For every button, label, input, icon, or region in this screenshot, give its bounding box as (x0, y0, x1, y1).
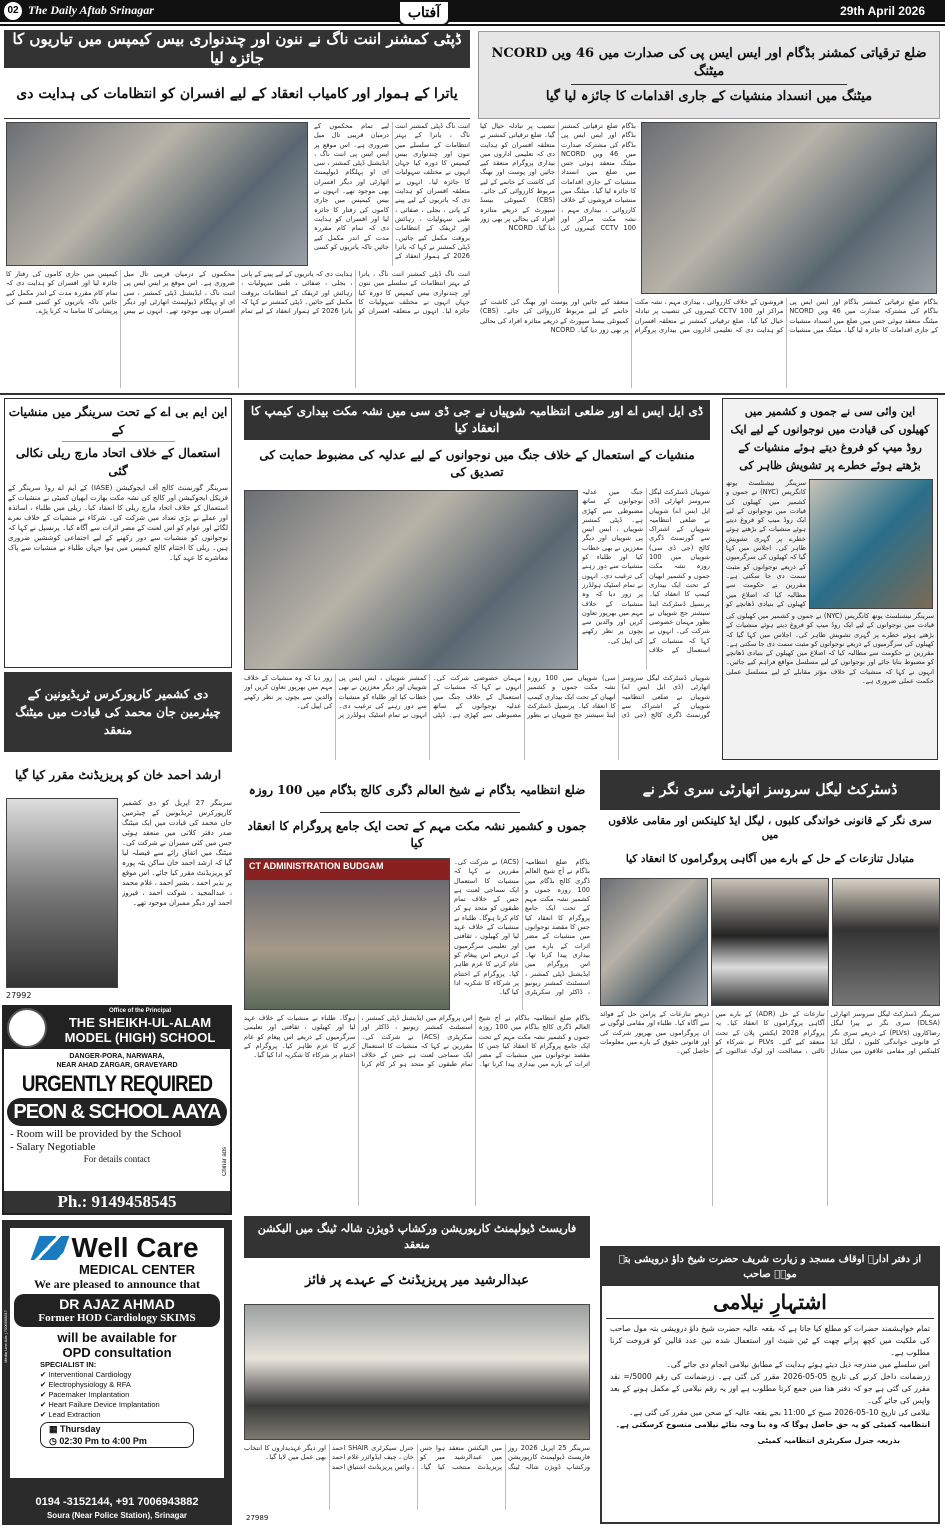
story9-subheadline: عبدالرشید میر پریزیڈنٹ کے عہدے پر فائز (305, 1273, 529, 1288)
story6-subheadline: ارشد احمد خان کو پریزیڈنٹ مقرر کیا گیا (14, 767, 222, 782)
doctor-name: DR AJAZ AHMAD (59, 1296, 175, 1312)
doctor-title: Former HOD Cardiology SKIMS (38, 1312, 196, 1324)
school-ad (2, 1005, 232, 1215)
story7-body-b: بڈگام ضلع انتظامیہ بڈگام نے آج شیخ العالم ڈگری کالج بڈگام میں 100 روزہ جموں و کشمیر نشہ مکت مہم کے تحت ایک جامع پروگرام کا انعقاد کیا جس کا مقصد نوجوانوں میں منشیات کے مضر اثرات کے بارے میں بیداری پیدا کرنا تھا۔ اس پروگرام میں ایڈیشنل ڈپٹی کمشنر ، اسسٹنٹ کمشنر ریونیو ، ڈاکٹر اور سکریٹری (ACS) نے شرکت کی۔ مقررین نے کہا کہ منشیات کا استعمال ایک سماجی لعنت ہے جس کے خلاف تمام طبقوں کو متحد ہو کر کام کرنا ہوگا۔ طلباء نے منشیات کے خلاف عہد لیا اور کھیلوں ، ثقافتی اور تعلیمی سرگرمیوں کے ذریعے اس پیغام کو عام کرنے کا عزم ظاہر کیا۔ پروگرام کے اختتام پر شرکاء کا شکریہ ادا کیا گیا۔ (244, 1014, 590, 1069)
specialty-item: ✔ Interventional Cardiology (40, 1370, 132, 1379)
story9-headline: فاریسٹ ڈیولپمنٹ کارپوریشن ورکشاپ ڈویژن شالہ ٹینگ میں الیکشن منعقد (244, 1216, 590, 1258)
clinic-brand: Well Care (71, 1232, 199, 1263)
posts-banner: PEON & SCHOOL AAYA (7, 1098, 227, 1126)
story7-headline: ضلع انتظامیہ بڈگام نے شیخ العالم ڈگری کالج بڈگام میں 100 روزہ (248, 782, 586, 797)
story8-headline: ڈسٹرکٹ لیگل سروسز اتھارٹی سری نگر نے (600, 770, 940, 810)
notice-line: زرضمانت داخل کرنے کی تاریخ 05-05-2026 مقرر کی گئی ہے۔ زرضمانت کی رقم 5000/= نقد مقرر کی گئی ہے جو کہ دفتر ھذا میں جمع کرنا مطلوب ہے اور یہ رقم نیلامی کے مکمل ہونے کے بعد واپس کی جائے گی۔ (610, 1372, 931, 1405)
schedule-day: ▦ Thursday (49, 1424, 101, 1434)
school-name-2: MODEL (HIGH) SCHOOL (64, 1030, 216, 1045)
story3-box (4, 398, 232, 668)
story2-subheadline: میٹنگ میں انسداد منشیات کے جاری اقدامات کا جائزہ لیا گیا (545, 88, 873, 104)
story7-photo (244, 858, 450, 1010)
story6-ref: 27992 (6, 991, 32, 1000)
story9-body: سرینگر 25 اپریل 2026 روز فاریسٹ ڈیولپمنٹ کارپوریشن ورکشاپ ڈویژن شالہ ٹینگ میں الیکشن منعقد ہوا جس میں عبدالرشید میر کو پریزیڈنٹ منتخب کیا گیا۔ جنرل سیکرٹری SHAIR احمد خان ، چیف ایڈوائزر غلام احمد ، وائس پریزیڈنٹ اشتیاق احمد اور دیگر عہدیداروں کا انتخاب بھی عمل میں لایا گیا۔ (244, 1444, 590, 1471)
school-emblem-icon (7, 1008, 47, 1048)
notice-line: تمام خواہشمند حضرات کو مطلع کیا جاتا ہے کہ بقعہ عالیہ حضرت شیخ داؤ درویشی بتہ مول صاحب کی ملکیت میں کچھ پرانے چھت کے ٹین شیٹ اور استعمال شدہ تین عدد قالین کو فروخت کرنا مطلوب ہے۔ (610, 1324, 930, 1357)
story7-subheadline: جموں و کشمیر نشہ مکت مہم کے تحت ایک جامع پروگرام کا انعقاد کیا (247, 819, 587, 850)
story2-headline-box (478, 31, 940, 119)
school-note-1: - Room will be provided by the School (10, 1128, 182, 1140)
story4-headline: ڈی ایل ایس اے اور ضلعی انتظامیہ شوپیاں نے جی ڈی سی میں نشہ مکت بیداری کیمپ کا انعقاد کیا (244, 400, 710, 440)
school-note-2: - Salary Negotiable (10, 1141, 96, 1153)
story5-body-b: سرینگر نیشنلسٹ یوتھ کانگریس (NYC) نے جموں و کشمیر میں کھیلوں کی قیادت میں نوجوانوں کے لیے ایک روڈ میپ کو فروغ دیتے ہوئے منشیات کے بڑھتے ہوئے خطرے پر گہری تشویش ظاہر کی۔ اجلاس میں کہا گیا کہ کھیلوں کی سرگرمیوں کے ذریعے نوجوانوں کو مثبت سمت دی جا سکتی ہے۔ مقررین نے حکومت سے مطالبہ کیا کہ اضلاع میں کھیلوں کے بنیادی ڈھانچے کو مضبوط بنایا جائے اور نوجوانوں کے لیے مسلسل مواقع فراہم کیے جائیں۔ انہوں نے کہا کہ منشیات کے خلاف مؤثر مقابلے کے لیے مسلسل عملی حکمت عملی ضروری ہے۔ (726, 612, 934, 686)
story1-subheadline: یاترا کے ہموار اور کامیاب انعقاد کے لیے افسران کو انتظامات کی ہدایت دی (16, 86, 458, 102)
story9-ref: 27989 (246, 1514, 269, 1522)
story5-headline: این وائی سی نے جموں و کشمیر میں کھیلوں کی قیادت میں نوجوانوں کے لیے ایک روڈ میپ کو فروغ دیتے ہوئے منشیات کے بڑھتے ہوئے خطرے پر تشویش ظاہر کی (730, 405, 930, 472)
story3-body: سرینگر گورنمنٹ کالج آف ایجوکیشن (IASE) کے ایم اے روڈ سرینگر کے فزیکل ایجوکیشن اور کالج کی نشہ مکت بھارت ابھیان کمیٹی نے منشیات کے استعمال کے خلاف اتحاد مارچ ریلی کا انعقاد کیا۔ ریلی میں طلباء ، اساتذہ اور عملے نے بڑی تعداد میں شرکت کی۔ شرکاء نے منشیات کے خلاف نعرے لگائے اور عوام کو اس لعنت کے مضر اثرات سے آگاہ کیا۔ پرنسپل نے کہا کہ نوجوانوں کو منشیات سے دور رکھنے کے لیے اجتماعی کوششیں ضروری ہیں۔ ریلی کا اختتام کالج کیمپس میں ہوا جہاں طلباء نے منشیات سے پاک معاشرے کا عہد کیا۔ (8, 484, 229, 562)
story8-photo-3 (832, 878, 940, 1006)
issue-date: 29th April 2026 (840, 4, 925, 18)
calendar-icon: ▦ (49, 1424, 61, 1434)
notice-line: نیلامی کی تاریخ 10-05-2026 صبح کے 11:00 بجے بقعہ عالیہ کے صحن میں مقرر کی گئی ہے۔ (629, 1408, 930, 1417)
story5-box (722, 398, 938, 760)
story8-subheadline-2: متبادل تنازعات کے حل کے بارے میں آگاہی پروگراموں کا انعقاد کیا (625, 853, 915, 865)
story5-photo (809, 479, 933, 609)
clinic-ad-agency: Media Line Ads | 7006555817 (3, 1310, 8, 1363)
clinic-announce: We are pleased to announce that (33, 1277, 201, 1291)
story1-body-b: اننت ناگ ڈپٹی کمشنر اننت ناگ ، یاترا کے بہتر انتظامات کے سلسلے میں ننون اور چندنواری بیس کیمپس کا دورہ کیا جہاں انہوں نے مختلف سہولیات کا جائزہ لیا۔ انہوں نے متعلقہ افسران کو ہدایت دی کہ یاتریوں کے لیے پینے کے پانی ، بجلی ، صفائی ، طبی سہولیات ، رہائش اور ٹریفک کے انتظامات بروقت مکمل کیے جائیں۔ ڈپٹی کمشنر نے کہا کہ یاترا 2026 کے ہموار انعقاد کے لیے تمام محکموں کے درمیان قریبی تال میل ضروری ہے۔ اس موقع پر ایس ایس پی اننت ناگ ، ایڈیشنل ڈپٹی کمشنر ، سی ای او پہلگام ڈیولپمنٹ اتھارٹی اور دیگر افسران بھی موجود تھے۔ انہوں نے بیس کیمپس میں جاری کاموں کی رفتار کا جائزہ لیا اور افسران کو ہدایت دی کہ تمام کام مقررہ مدت کے اندر مکمل کیے جائیں تاکہ یاتریوں کو کسی قسم کی پریشانی کا سامنا نہ کرنا پڑے۔ (6, 270, 470, 316)
urgent-heading: URGENTLY REQUIRED (21, 1071, 213, 1096)
story6-headline-1: دی کشمیر کارپورکرس ٹریڈیونین کے (27, 687, 209, 701)
story4-body-b: شوپیاں ڈسٹرکٹ لیگل سروسز اتھارٹی (ڈی ایل ایس اے) شوپیاں نے ضلعی انتظامیہ شوپیاں کے اشتراک سے گورنمنٹ ڈگری کالج (جی ڈی سی) شوپیاں میں 100 روزہ نشہ مکت جموں و کشمیر ابھیان کے تحت ایک بیداری کیمپ کا انعقاد کیا۔ پرنسپل ڈسٹرکٹ اینڈ سیشنز جج شوپیاں نے بطور مہمان خصوصی شرکت کی۔ انہوں نے کہا کہ منشیات کے استعمال کے خلاف جنگ میں عدلیہ نوجوانوں کے ساتھ مضبوطی سے کھڑی ہے۔ ڈپٹی کمشنر شوپیاں ، ایس ایس پی شوپیاں اور دیگر معززین نے بھی خطاب کیا اور طلباء کو منشیات سے دور رہنے کی ترغیب دی۔ انہوں نے تمام اسٹیک ہولڈرز پر زور دیا کہ وہ منشیات کے خلاف مہم میں بھرپور تعاون کریں اور والدین سے بچوں پر نظر رکھنے کی اپیل کی۔ (244, 674, 710, 720)
story1-headline: ڈپٹی کمشنر اننت ناگ نے ننون اور چندنواری بیس کیمپس میں تیاریوں کا جائزہ لیا (4, 30, 470, 68)
story8-photo-1 (600, 878, 708, 1006)
story7-photo-banner: CT ADMINISTRATION BUDGAM (249, 861, 384, 871)
story3-headline-2: استعمال کے خلاف اتحاد مارچ ریلی نکالی گئی (15, 446, 221, 478)
specialty-item: ✔ Electrophysiology & RFA (40, 1380, 131, 1389)
school-address-2: NEAR AHAD ZARGAR, GRAVEYARD (56, 1062, 178, 1069)
notice-line: اس سلسلے میں مندرجہ ذیل دیئے ہوئے ہدایت کے مطابق نیلامی انجام دی جائے گی۔ (666, 1360, 930, 1369)
story7-body-a: بڈگام ضلع انتظامیہ بڈگام نے آج شیخ العالم ڈگری کالج بڈگام میں 100 روزہ جموں و کشمیر نشہ مکت مہم کے تحت ایک جامع پروگرام کا انعقاد کیا جس کا مقصد نوجوانوں میں منشیات کے مضر اثرات کے بارے میں بیداری پیدا کرنا تھا۔ اس پروگرام میں ایڈیشنل ڈپٹی کمشنر ، اسسٹنٹ کمشنر ریونیو ، ڈاکٹر اور سکریٹری (ACS) نے شرکت کی۔ مقررین نے کہا کہ منشیات کا استعمال ایک سماجی لعنت ہے جس کے خلاف تمام طبقوں کو متحد ہو کر کام کرنا ہوگا۔ طلباء نے منشیات کے خلاف عہد لیا اور کھیلوں ، ثقافتی اور تعلیمی سرگرمیوں کے ذریعے اس پیغام کو عام کرنے کا عزم ظاہر کیا۔ پروگرام کے اختتام پر شرکاء کا شکریہ ادا کیا گیا۔ (454, 858, 590, 997)
specialty-item: ✔ Heart Failure Device Implantation (40, 1400, 160, 1409)
notice-title: اشتہارِ نیلامی (713, 1290, 827, 1314)
notice-signature: بذریعہ جنرل سکریٹری انتظامیہ کمیٹی (757, 1436, 900, 1445)
divider (320, 812, 520, 813)
divider (0, 24, 945, 26)
story8-body: سرینگر ڈسٹرکٹ لیگل سروسز اتھارٹی (DLSA) سری نگر نے پیرا لیگل رضاکاروں (PLVs) کے ذریعے سری نگر کے قانونی خواندگی کلبوں ، لیگل ایڈ کلینکس اور مقامی علاقوں میں متبادل تنازعات کے حل (ADR) کے بارے میں آگاہی پروگراموں کا انعقاد کیا۔ یہ پروگرام 2028 ایکشن پلان کے تحت منعقد کیے گئے۔ PLVs نے شرکاء کو ثالثی ، مصالحت اور لوک عدالتوں کے ذریعے تنازعات کے پرامن حل کے فوائد سے آگاہ کیا۔ طلباء اور مقامی لوگوں نے ان پروگراموں میں بھرپور شرکت کی اور قانونی حقوق کے بارے میں معلومات حاصل کیں۔ (600, 1010, 940, 1056)
schedule-time: ◷ 02:30 Pm to 4:00 Pm (49, 1436, 147, 1446)
auction-notice (600, 1246, 940, 1524)
story9-photo (244, 1304, 590, 1440)
story1-body-a: اننت ناگ ڈپٹی کمشنر اننت ناگ ، یاترا کے بہتر انتظامات کے سلسلے میں ننون اور چندنواری بیس کیمپس کا دورہ کیا جہاں انہوں نے مختلف سہولیات کا جائزہ لیا۔ انہوں نے متعلقہ افسران کو ہدایت دی کہ یاتریوں کے لیے پینے کے پانی ، بجلی ، صفائی ، طبی سہولیات ، رہائش اور ٹریفک کے انتظامات بروقت مکمل کیے جائیں۔ ڈپٹی کمشنر نے کہا کہ یاترا 2026 کے ہموار انعقاد کے لیے تمام محکموں کے درمیان قریبی تال میل ضروری ہے۔ اس موقع پر ایس ایس پی اننت ناگ ، ایڈیشنل ڈپٹی کمشنر ، سی ای او پہلگام ڈیولپمنٹ اتھارٹی اور دیگر افسران بھی موجود تھے۔ انہوں نے بیس کیمپس میں جاری کاموں کی رفتار کا جائزہ لیا اور افسران کو ہدایت دی کہ تمام کام مقررہ مدت کے اندر مکمل کیے جائیں تاکہ یاتریوں کو کسی (314, 122, 470, 261)
story4-body-a: شوپیاں ڈسٹرکٹ لیگل سروسز اتھارٹی (ڈی ایل ایس اے) شوپیاں نے ضلعی انتظامیہ شوپیاں کے اشتراک سے گورنمنٹ ڈگری کالج (جی ڈی سی) شوپیاں میں 100 روزہ نشہ مکت جموں و کشمیر ابھیان کے تحت ایک بیداری کیمپ کا انعقاد کیا۔ پرنسپل ڈسٹرکٹ اینڈ سیشنز جج شوپیاں نے بطور مہمان خصوصی شرکت کی۔ انہوں نے کہا کہ منشیات کے استعمال کے خلاف جنگ میں عدلیہ نوجوانوں کے ساتھ مضبوطی سے کھڑی ہے۔ ڈپٹی کمشنر شوپیاں ، ایس ایس پی شوپیاں اور دیگر معززین نے بھی خطاب کیا اور طلباء کو منشیات سے دور رہنے کی ترغیب دی۔ انہوں نے تمام اسٹیک ہولڈرز پر زور دیا کہ وہ منشیات کے خلاف مہم میں بھرپور تعاون کریں اور والدین سے بچوں پر نظر رکھنے کی اپیل کی۔ (582, 488, 710, 655)
page-number: 02 (4, 2, 22, 20)
masthead (0, 0, 945, 22)
paper-logo: آفتاب (398, 0, 450, 26)
clock-icon: ◷ (49, 1436, 60, 1446)
availability-2: OPD consultation (62, 1345, 172, 1360)
clinic-address: Soura (Near Police Station), Srinagar (46, 1511, 188, 1520)
story1-photo (6, 122, 308, 266)
school-office: Office of the Principal (108, 1008, 171, 1014)
clinic-phones: 0194 -3152144, +91 7006943882 (35, 1496, 199, 1508)
divider (0, 393, 945, 395)
story6-body: سرینگر 27 اپریل کو دی کشمیر کارپورکرس ٹریڈیونین کے چیئرمین جان محمد کی قیادت میں ایک میٹنگ صدر دفتر کلاتی میں منعقد ہوئی جس میں کئی ممبران نے شرکت کی۔ میٹنگ میں اتفاق رائے سے فیصلہ لیا گیا کہ ارشد احمد خان ساکن بٹہ پورہ کو پریزیڈنٹ مقرر کیا جائے۔ اس موقع پر نذیر احمد ، بشیر احمد ، غلام محمد ، عبدالمجید ، شوکت احمد ، فیروز احمد اور دیگر ممبران موجود تھے۔ (122, 799, 232, 907)
story6-headline-box (4, 672, 232, 752)
story8-subheadline-1: سری نگر کے قانونی خواندگی کلبوں ، لیگل ایڈ کلینکس اور مقامی علاقوں میں (608, 815, 932, 841)
school-phone: Ph.: 9149458545 (4, 1191, 230, 1213)
story5-body-a: سرینگر نیشنلسٹ یوتھ کانگریس (NYC) نے جموں و کشمیر میں کھیلوں کی قیادت میں نوجوانوں کے لیے ایک روڈ میپ کو فروغ دیتے ہوئے منشیات کے بڑھتے ہوئے خطرے پر گہری تشویش ظاہر کی۔ اجلاس میں کہا گیا کہ کھیلوں کی سرگرمیوں کے ذریعے نوجوانوں کو مثبت سمت دی جا سکتی ہے۔ مقررین نے حکومت سے مطالبہ کیا کہ اضلاع میں کھیلوں کے بنیادی ڈھانچے کو (726, 479, 806, 608)
clinic-brand-sub: MEDICAL CENTER (78, 1262, 196, 1277)
story6-portrait (6, 798, 118, 988)
school-ad-agency: Chinar ads (222, 1147, 228, 1177)
story4-subheadline: منشیات کے استعمال کے خلاف جنگ میں نوجوانوں کے لیے عدلیہ کی مضبوط حمایت کی تصدیق کی (259, 448, 695, 479)
notice-line: انتظامیہ کمیٹی کو یہ حق حاصل ہوگا کہ وہ بنا وجہ بتائے نیلامی منسوخ کرسکتی ہے۔ (615, 1420, 930, 1429)
story8-photo-2 (711, 878, 829, 1006)
specialty-item: ✔ Lead Extraction (40, 1410, 101, 1419)
story2-headline: ضلع ترقیاتی کمشنر بڈگام اور ایس ایس پی کی صدارت میں 46 ویں NCORD میٹنگ (491, 45, 927, 79)
paper-name: The Daily Aftab Srinagar (28, 3, 154, 17)
specialist-title: SPECIALIST IN: (40, 1360, 97, 1369)
story2-body-a: بڈگام ضلع ترقیاتی کمشنر بڈگام اور ایس ایس پی بڈگام کی مشترکہ صدارت میں 46 ویں NCORD میٹنگ منعقد ہوئی جس میں ضلع میں انسداد منشیات کے جاری اقدامات کا جائزہ لیا گیا۔ میٹنگ میں منشیات فروشوں کے خلاف کارروائی ، بیداری مہم ، نشہ مکت مراکز اور CCTV 100 کیمروں کی تنصیب پر تبادلہ خیال کیا گیا۔ ضلع ترقیاتی کمشنر نے متعلقہ افسران کو ہدایت دی کہ تعلیمی اداروں میں بیداری پروگرام منعقد کیے جائیں اور پوست اور بھنگ کی کاشت کے خاتمے کے لیے مربوط کارروائی کی جائے۔ (CBS) کمیونٹی بیسڈ سپورٹ کے ذریعے متاثرہ افراد کی بحالی پر بھی زور دیا گیا۔ NCORD (480, 122, 636, 233)
school-address-1: DANGER-PORA, NARWARA, (69, 1053, 165, 1060)
clinic-logo-icon (31, 1236, 70, 1260)
story2-photo (641, 122, 937, 294)
availability-1: will be available for (57, 1330, 177, 1345)
school-name-1: THE SHEIKH-UL-ALAM (68, 1015, 212, 1030)
story2-body-b: بڈگام ضلع ترقیاتی کمشنر بڈگام اور ایس ایس پی بڈگام کی مشترکہ صدارت میں 46 ویں NCORD میٹنگ منعقد ہوئی جس میں ضلع میں انسداد منشیات کے جاری اقدامات کا جائزہ لیا گیا۔ میٹنگ میں منشیات فروشوں کے خلاف کارروائی ، بیداری مہم ، نشہ مکت مراکز اور CCTV 100 کیمروں کی تنصیب پر تبادلہ خیال کیا گیا۔ ضلع ترقیاتی کمشنر نے متعلقہ افسران کو ہدایت دی کہ تعلیمی اداروں میں بیداری پروگرام منعقد کیے جائیں اور پوست اور بھنگ کی کاشت کے خاتمے کے لیے مربوط کارروائی کی جائے۔ (CBS) کمیونٹی بیسڈ سپورٹ کے ذریعے متاثرہ افراد کی بحالی پر بھی زور دیا گیا۔ NCORD (480, 298, 938, 334)
divider (4, 118, 470, 119)
story3-headline-1: این ایم بی اے کے تحت سرینگر میں منشیات کے (8, 405, 228, 437)
story6-headline-2: چیئرمین جان محمد کی قیادت میں میٹنگ منعقد (15, 705, 221, 737)
story4-photo-collage (244, 490, 578, 670)
notice-header: از دفتر ادارہ اوقاف مسجد و زیارت شریف حضرت شیخ داؤ درویشی بتہ مولؒ صاحب (602, 1248, 938, 1286)
specialty-item: ✔ Pacemaker Implantation (40, 1390, 130, 1399)
clinic-ad (2, 1220, 232, 1525)
school-contact-label: For details contact (83, 1154, 151, 1164)
